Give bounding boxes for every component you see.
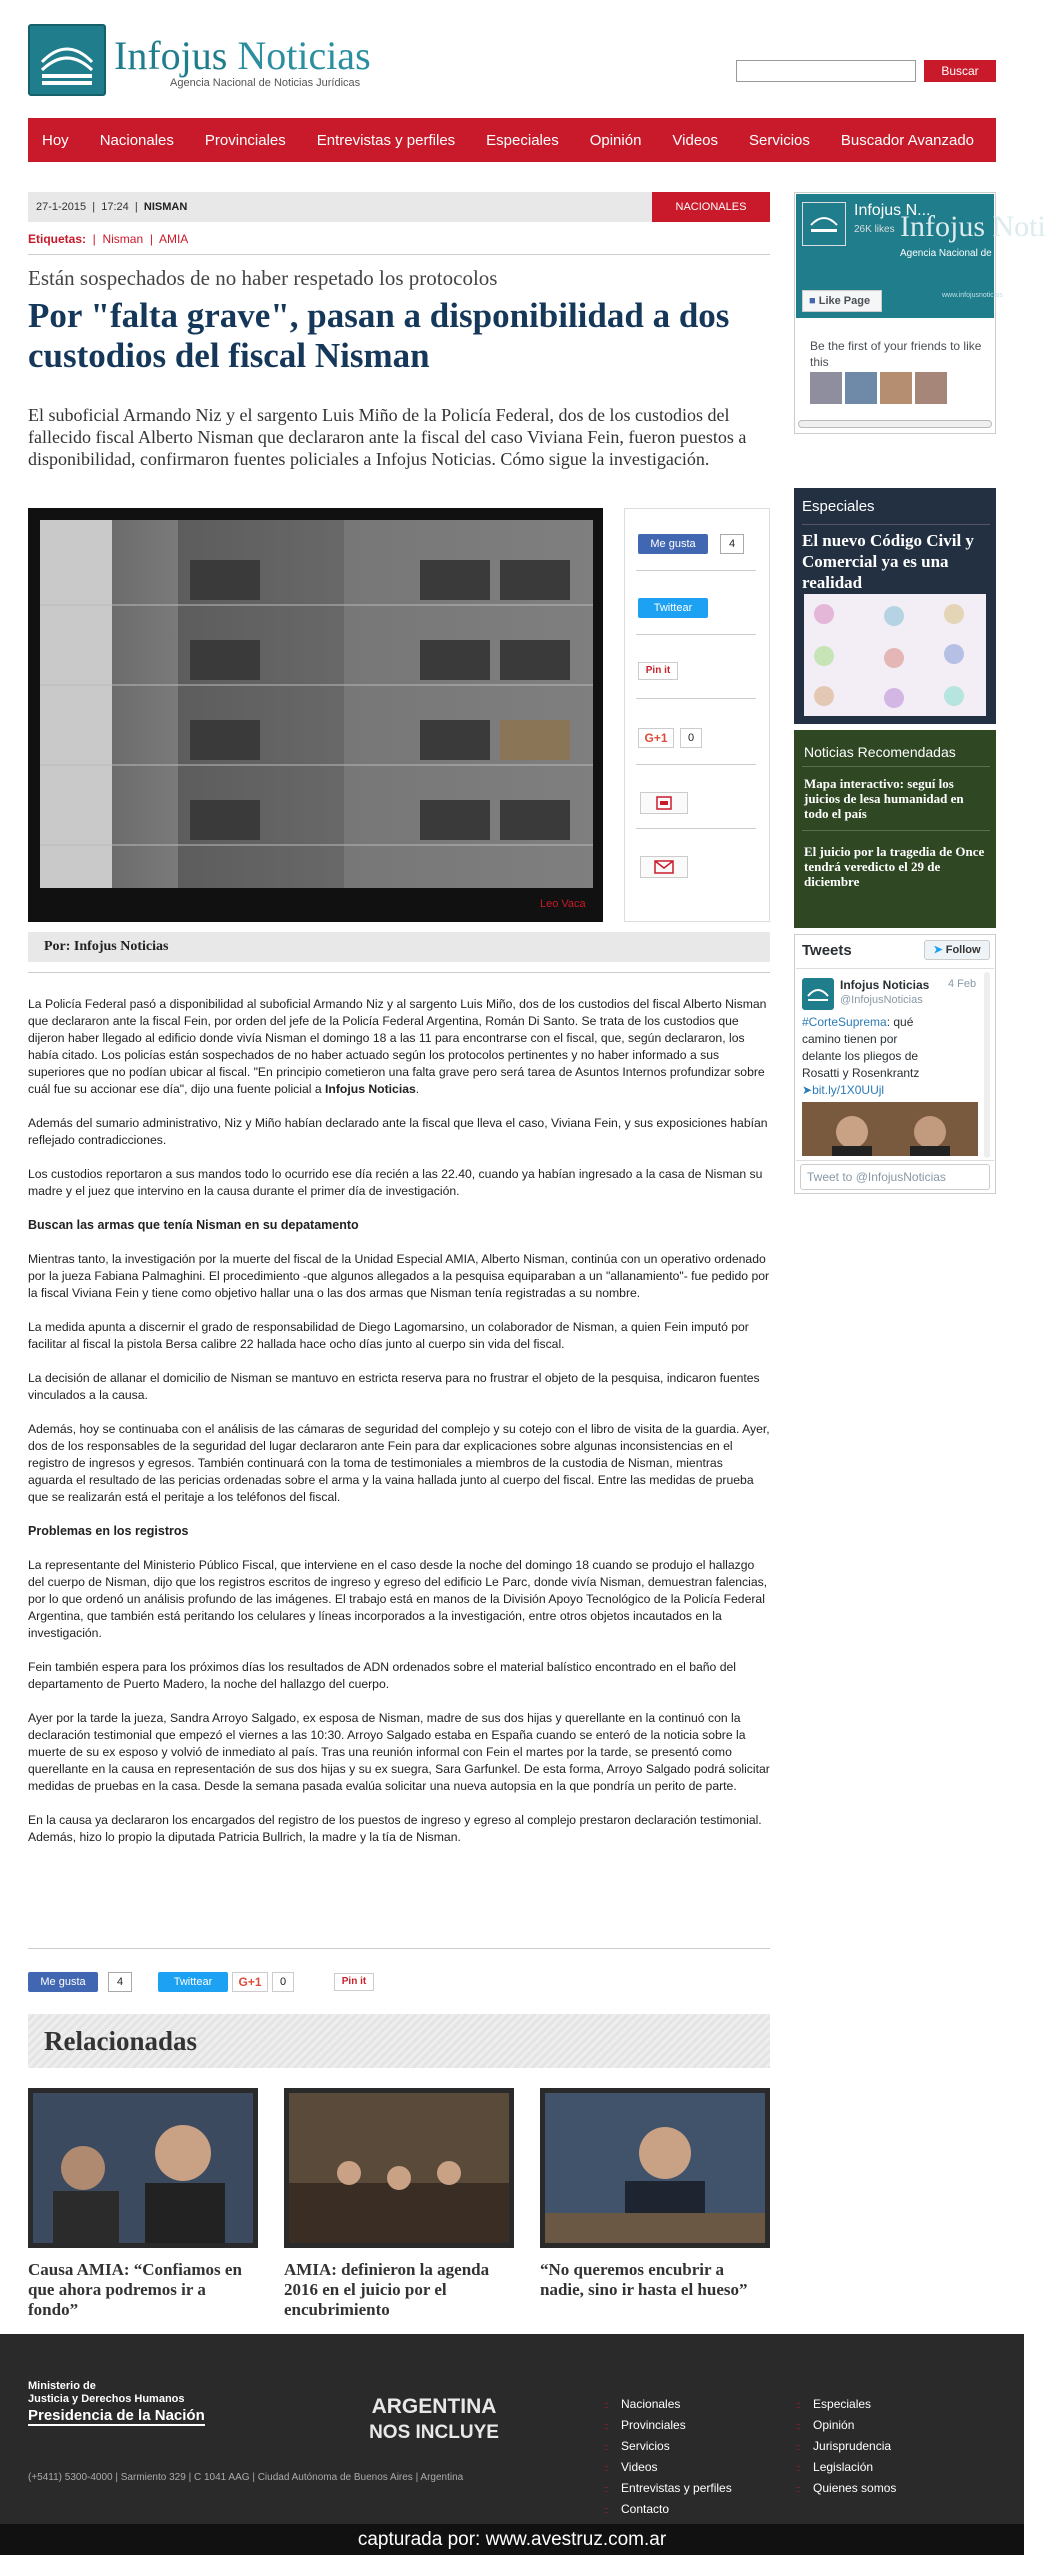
tweet-text: #CorteSuprema: qué camino tienen por delante los pliegos de Rosatti y Rosenkrantz ➤bit.ly/1X0UUjl	[802, 1014, 920, 1116]
divider	[636, 570, 756, 571]
twitter-label: Twittear	[653, 602, 693, 614]
nav-item-videos[interactable]: Videos	[672, 131, 719, 149]
paragraph: La Policía Federal pasó a disponibilidad al suboficial Armando Niz y al sargento Luis Miño, dos de los custodios del fiscal Alberto Nisman que declararon ante la fiscal Fein, por orden del jefe de la Policía Federal Argentina, Román Di Santo. Se trata de los custodios que dijeron haber llegado al edificio donde vivía Nisman el domingo 18 a las 11 para encontrarse con el fiscal, que, según declararon, los había citado. Los policías están sospechados de no haber actuado según los protocolos pertinentes y no haber informado a sus superiores que no podían ubicar al fiscal. "En principio cometieron una falta grave pero será tarea de Asuntos Internos profundizar sobre cuál fue su accionar ese día", dijo una fuente policial a Infojus Noticias.	[28, 997, 767, 1096]
like-page-label: Like Page	[818, 295, 871, 307]
tweets-scrollbar[interactable]	[984, 972, 990, 1158]
fb-widget-scrollbar[interactable]	[798, 420, 992, 428]
gplus-count: 0	[680, 728, 702, 748]
footer-link[interactable]: :: Videos	[604, 2460, 658, 2474]
recommended-label: Noticias Recomendadas	[804, 744, 956, 760]
paragraph: La medida apunta a discernir el grado de responsabilidad de Diego Lagomarsino, un colaborador de Nisman, a quien Fein imputó por facilitar al fiscal la pistola Bersa calibre 22 hallada hace ocho días junto al cuerpo sin vida del fiscal.	[28, 1320, 749, 1351]
related-thumbnail[interactable]	[284, 2088, 514, 2248]
footer-link[interactable]: :: Entrevistas y perfiles	[604, 2481, 732, 2495]
search-input[interactable]	[736, 60, 916, 82]
tags-row: Etiquetas: | Nisman | AMIA	[28, 232, 189, 246]
capture-watermark: capturada por: www.avestruz.com.ar	[0, 2524, 1024, 2555]
tweet-link[interactable]: bit.ly/1X0UUjl	[812, 1083, 885, 1097]
footer-link[interactable]: :: Nacionales	[604, 2397, 681, 2411]
article-time: 17:24	[101, 201, 129, 213]
avatar[interactable]	[880, 372, 912, 404]
twitter-share-button[interactable]	[638, 598, 708, 618]
footer-links-col2	[796, 2394, 896, 2499]
nav-item-hoy[interactable]: Hoy	[42, 131, 69, 149]
paragraph: Mientras tanto, la investigación por la muerte del fiscal de la Unidad Especial AMIA, Alberto Nisman, continúa con un operativo ordenado por la jueza Fabiana Palmaghini. El procedimiento -que algunos allegados a la pesquisa equiparaban a un "allanamiento"- fue pedido por la fiscal Viviana Fein y tiene como objetivo hallar una o las dos armas que Nisman tenía registradas a su nombre.	[28, 1252, 770, 1300]
article-meta-bar: 27-1-2015 | 17:24 | NISMAN	[28, 192, 770, 222]
related-title[interactable]: Causa AMIA: “Confiamos en que ahora podremos ir a fondo”	[28, 2260, 242, 2319]
paragraph: Ayer por la tarde la jueza, Sandra Arroyo Salgado, ex esposa de Nisman, madre de sus dos hijas y querellante en la continuó con la declaración testimonial que empezó el viernes a las 10:30. Arroyo Salgado estaba en España cuando se enteró de la noticia sobre la muerte de su ex esposo y volvió de inmediato al país. Tras una reunión informal con Fein el martes por la tarde, se presentó como querellante en la causa en representación de sus dos hijas y su ex suegra, Sara Garfunkel. De esta forma, Arroyo Salgado podrá solicitar medidas de pruebas en la casa. Desde la semana pasada evalúa solicitar una nueva autopsia en la que pondría un perito de parte.	[28, 1711, 770, 1793]
nav-item-servicios[interactable]: Servicios	[749, 131, 810, 149]
nav-item-especiales[interactable]: Especiales	[486, 131, 559, 149]
tweet-handle[interactable]: @InfojusNoticias	[840, 994, 923, 1006]
article-tag[interactable]: NISMAN	[143, 201, 188, 213]
byline: Por: Infojus Noticias	[28, 932, 770, 962]
subheading: Buscan las armas que tenía Nisman en su depatamento	[28, 1218, 359, 1232]
pinterest-button[interactable]: Pin it	[638, 662, 678, 680]
nav-item-opinion[interactable]: Opinión	[589, 131, 642, 149]
fb-cover-title: Infojus Noti	[900, 210, 1046, 243]
tweet-image[interactable]	[802, 1102, 978, 1156]
search-button[interactable]: Buscar	[924, 60, 996, 82]
related-thumbnail[interactable]	[540, 2088, 770, 2248]
fb-friend-avatars	[810, 372, 950, 404]
fb-like-label: Me gusta	[40, 1976, 86, 1988]
fb-page-avatar-icon[interactable]	[802, 202, 846, 246]
nav-item-provinciales[interactable]: Provinciales	[204, 131, 286, 149]
gplus-count: 0	[272, 1972, 294, 1992]
recommended-item[interactable]: El juicio por la tragedia de Once tendrá veredicto el 29 de diciembre	[804, 844, 985, 889]
footer-link[interactable]: :: Jurisprudencia	[796, 2439, 892, 2453]
fb-cover-url: www.infojusnoticias	[942, 292, 1003, 299]
twitter-follow-button[interactable]: ➤ Follow	[924, 940, 990, 960]
paragraph: Los custodios reportaron a sus mandos todo lo ocurrido ese día recién a las 22.40, cuando ya habían ingresado a la casa de Nisman su madre y el juez que intervino en la causa durante el primer día de investigación.	[28, 1167, 763, 1198]
tweet-author[interactable]: Infojus Noticias	[840, 978, 930, 992]
photo-credit: Leo Vaca	[540, 898, 586, 910]
divider	[802, 766, 990, 767]
related-heading: Relacionadas	[28, 2014, 770, 2068]
google-plus-button[interactable]: G+1	[638, 728, 674, 748]
print-icon[interactable]	[640, 792, 688, 814]
twitter-share-button-bottom[interactable]	[158, 1972, 228, 1992]
footer-links-col1	[604, 2394, 732, 2520]
tags-label: Etiquetas:	[28, 232, 87, 246]
divider	[796, 1160, 994, 1161]
article-photo[interactable]	[40, 520, 593, 888]
infojus-logo-icon[interactable]	[28, 24, 106, 96]
paragraph: La decisión de allanar el domicilio de Nisman se mantuvo en estricta reserva para no frustrar el objeto de la pesquisa, indicaron fuentes vinculados a la causa.	[28, 1371, 760, 1402]
divider	[636, 634, 756, 635]
logo-second: Noticias	[237, 33, 371, 78]
tweet-body: : qué camino tienen por delante los pliegos de Rosatti y Rosenkrantz	[802, 1015, 920, 1080]
article-body	[28, 996, 770, 1863]
divider	[28, 1948, 770, 1949]
facebook-like-button-bottom[interactable]	[28, 1972, 98, 1992]
related-title[interactable]: “No queremos encubrir a nadie, sino ir hasta el hueso”	[540, 2260, 748, 2299]
especiales-image[interactable]	[804, 594, 986, 716]
fb-cover-subtitle: Agencia Nacional de	[900, 248, 992, 259]
avatar[interactable]	[810, 372, 842, 404]
facebook-like-button[interactable]	[638, 534, 708, 554]
google-plus-button-bottom[interactable]: G+1	[232, 1972, 268, 1992]
fb-page-name[interactable]: Infojus N...	[854, 202, 931, 219]
footer-link[interactable]: :: Servicios	[604, 2439, 670, 2453]
divider	[636, 828, 756, 829]
site-logo-text[interactable]	[114, 33, 371, 78]
divider	[796, 968, 994, 969]
related-thumbnail[interactable]	[28, 2088, 258, 2248]
nav-item-buscador[interactable]: Buscador Avanzado	[840, 131, 975, 149]
divider	[636, 764, 756, 765]
fb-friends-text: Be the first of your friends to like this	[810, 339, 982, 369]
footer-link[interactable]: :: Legislación	[796, 2460, 874, 2474]
footer-link[interactable]: :: Opinión	[796, 2418, 855, 2432]
fb-like-count: 4	[720, 534, 744, 554]
logo-main: Infojus	[114, 33, 228, 78]
nav-item-entrevistas[interactable]: Entrevistas y perfiles	[316, 131, 456, 149]
divider	[802, 830, 990, 831]
divider	[636, 698, 756, 699]
subheading: Problemas en los registros	[28, 1524, 189, 1538]
footer-address: (+5411) 5300-4000 | Sarmiento 329 | C 1041 AAG | Ciudad Autónoma de Buenos Aires | Argentina	[28, 2472, 464, 2483]
tweet-hashtag[interactable]: #CorteSuprema	[802, 1015, 887, 1029]
paragraph: Además del sumario administrativo, Niz y Miño habían declarado ante la fiscal que lleva el caso, Viviana Fein, y sus exposiciones habían reflejado contradicciones.	[28, 1116, 768, 1147]
logo-subtitle: Agencia Nacional de Noticias Jurídicas	[170, 77, 361, 89]
especiales-label: Especiales	[802, 498, 875, 515]
pinterest-button-bottom[interactable]: Pin it	[334, 1973, 374, 1991]
article-lead: El suboficial Armando Niz y el sargento Luis Miño de la Policía Federal, dos de los custodios del fallecido fiscal Alberto Nisman que declararon ante la fiscal del caso Viviana Fein, fueron puestos a disponibilidad, confirmaron fuentes policiales a Infojus Noticias. Cómo sigue la investigación.	[28, 405, 747, 469]
related-title[interactable]: AMIA: definieron la agenda 2016 en el juicio por el encubrimiento	[284, 2260, 490, 2319]
article-kicker: Están sospechados de no haber respetado los protocolos	[28, 266, 498, 290]
fb-like-count: 4	[108, 1972, 132, 1992]
ministry-logo[interactable]: Ministerio de Justicia y Derechos Humanos Presidencia de la Nación	[28, 2380, 205, 2424]
footer-link[interactable]: :: Quienes somos	[796, 2481, 897, 2495]
twitter-avatar-icon[interactable]	[802, 978, 834, 1010]
fb-likes-count: 26K likes	[854, 224, 895, 235]
especiales-title[interactable]: El nuevo Código Civil y Comercial ya es una realidad	[802, 531, 974, 592]
email-icon[interactable]	[640, 856, 688, 878]
paragraph: La representante del Ministerio Público Fiscal, que interviene en el caso desde la noche del domingo 18 cuando se produjo el hallazgo del cuerpo de Nisman, dijo que los registros escritos de ingreso y egreso del edificio Le Parc, donde vivía Nisman, demuestran falencias, por lo que ordenó un análisis profundo de las imágenes. El trabajo está en manos de la División Apoyo Tecnológico de la Policía Federal Argentina, que también está peritando los celulares y líneas incorporados a la investigación, entre otros objetos incautados en la investigación.	[28, 1558, 768, 1640]
divider	[802, 524, 990, 525]
tweets-label: Tweets	[802, 942, 852, 959]
argentina-nos-incluye-logo: ARGENTINA NOS INCLUYE	[369, 2395, 499, 2443]
avatar[interactable]	[845, 372, 877, 404]
tweet-compose-input[interactable]: Tweet to @InfojusNoticias	[800, 1164, 990, 1190]
main-nav	[28, 118, 996, 162]
divider	[28, 254, 770, 255]
tag-link[interactable]: AMIA	[158, 232, 189, 246]
follow-label: Follow	[945, 944, 981, 956]
footer-link[interactable]: :: Contacto	[604, 2502, 670, 2516]
paragraph: Fein también espera para los próximos días los resultados de ADN ordenados sobre el material balístico encontrado en el baño del departamento de Puerto Madero, la noche del hallazgo del cuerpo.	[28, 1660, 736, 1691]
fb-like-page-button[interactable]: ■ Like Page	[802, 290, 882, 312]
paragraph: En la causa ya declararon los encargados del registro de los puestos de ingreso y egreso al complejo prestaron declaración testimonial. Además, hizo lo propio la diputada Patricia Bullrich, la madre y la tía de Nisman.	[28, 1813, 762, 1844]
article-headline: Por "falta grave", pasan a disponibilidad a dos custodios del fiscal Nisman	[28, 296, 730, 375]
tag-link[interactable]: Nisman	[102, 232, 144, 246]
fb-like-label: Me gusta	[650, 538, 696, 550]
twitter-label: Twittear	[173, 1976, 213, 1988]
tweet-date[interactable]: 4 Feb	[948, 978, 977, 990]
footer-link[interactable]: :: Especiales	[796, 2397, 872, 2411]
section-badge[interactable]: NACIONALES	[652, 192, 770, 222]
recommended-item[interactable]: Mapa interactivo: seguí los juicios de lesa humanidad en todo el país	[804, 776, 964, 821]
nav-item-nacionales[interactable]: Nacionales	[99, 131, 174, 149]
divider	[28, 972, 770, 973]
footer-link[interactable]: :: Provinciales	[604, 2418, 686, 2432]
article-date: 27-1-2015	[36, 201, 87, 213]
avatar[interactable]	[915, 372, 947, 404]
paragraph: Además, hoy se continuaba con el análisis de las cámaras de seguridad del complejo y su cotejo con el libro de visita de la guardia. Ayer, dos de los responsables de la seguridad del lugar declararon ante Fein para dar explicaciones sobre algunas inconsistencias en el registro de ingresos y egresos. También continuará con la toma de testimoniales a miembros de la custodia de Nisman, mientras aguarda el resultado de las pericias ordenadas sobre el arma y la vaina hallada junto al cuerpo del fiscal. Entre las medidas de prueba que se realizarán está el peritaje a los teléfonos del fiscal.	[28, 1422, 770, 1504]
